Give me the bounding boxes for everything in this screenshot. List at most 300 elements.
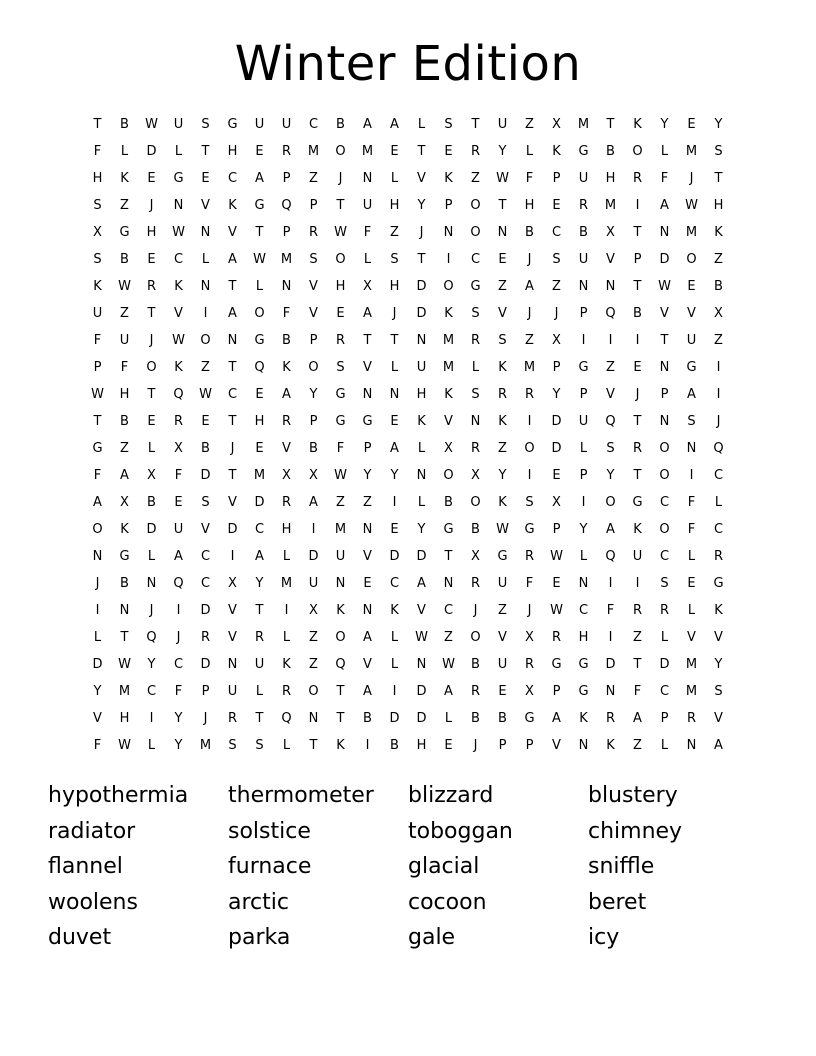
grid-letter: W: [496, 522, 509, 537]
grid-letter: N: [362, 171, 373, 186]
grid-letter: I: [365, 738, 370, 753]
grid-letter: K: [606, 738, 615, 753]
grid-letter: T: [498, 198, 507, 213]
grid-letter: L: [147, 738, 156, 753]
grid-letter: Z: [390, 225, 399, 240]
grid-letter: R: [146, 279, 157, 294]
grid-letter: S: [660, 576, 669, 591]
grid-letter: Z: [309, 630, 318, 645]
grid-letter: R: [470, 144, 481, 159]
grid-letter: T: [363, 333, 372, 348]
grid-letter: V: [228, 603, 237, 618]
grid-letter: X: [471, 549, 480, 564]
grid-letter: W: [658, 279, 671, 294]
grid-letter: D: [416, 711, 427, 726]
grid-letter: P: [579, 387, 588, 402]
grid-letter: U: [254, 657, 265, 672]
grid-letter: H: [389, 198, 400, 213]
word-list-item: radiator: [48, 818, 136, 844]
grid-letter: S: [714, 684, 723, 699]
grid-letter: N: [605, 684, 616, 699]
grid-letter: R: [632, 171, 643, 186]
grid-letter: Z: [714, 252, 723, 267]
grid-letter: A: [660, 198, 669, 213]
grid-letter: P: [309, 333, 318, 348]
grid-letter: I: [689, 468, 694, 483]
grid-letter: X: [363, 279, 372, 294]
grid-letter: D: [659, 657, 670, 672]
grid-letter: X: [174, 441, 183, 456]
grid-letter: X: [309, 468, 318, 483]
grid-letter: O: [470, 495, 481, 510]
grid-letter: A: [363, 630, 372, 645]
grid-letter: B: [120, 117, 129, 132]
grid-letter: G: [443, 522, 454, 537]
word-list-item: toboggan: [408, 818, 513, 844]
grid-letter: N: [659, 225, 670, 240]
grid-letter: G: [632, 495, 643, 510]
grid-letter: N: [416, 333, 427, 348]
grid-letter: Q: [335, 657, 346, 672]
grid-letter: Q: [605, 414, 616, 429]
grid-letter: L: [444, 711, 453, 726]
grid-letter: P: [552, 171, 561, 186]
grid-letter: L: [714, 495, 723, 510]
grid-letter: U: [362, 198, 373, 213]
grid-letter: J: [392, 306, 397, 321]
grid-letter: G: [578, 144, 589, 159]
grid-letter: M: [442, 333, 455, 348]
grid-letter: Z: [444, 630, 453, 645]
grid-letter: R: [200, 630, 211, 645]
grid-letter: G: [254, 198, 265, 213]
grid-letter: F: [174, 468, 183, 483]
grid-letter: A: [417, 576, 426, 591]
grid-letter: I: [635, 198, 640, 213]
grid-letter: D: [200, 468, 211, 483]
grid-letter: B: [282, 333, 291, 348]
grid-letter: L: [120, 144, 129, 159]
grid-letter: A: [228, 306, 237, 321]
grid-letter: N: [605, 279, 616, 294]
grid-letter: J: [635, 387, 640, 402]
grid-letter: P: [93, 360, 102, 375]
grid-letter: W: [550, 603, 563, 618]
grid-letter: D: [92, 657, 103, 672]
grid-letter: P: [552, 684, 561, 699]
grid-letter: L: [282, 738, 291, 753]
grid-letter: S: [309, 252, 318, 267]
grid-letter: I: [635, 333, 640, 348]
grid-letter: H: [389, 279, 400, 294]
grid-letter: F: [93, 468, 102, 483]
grid-letter: L: [579, 441, 588, 456]
grid-letter: F: [606, 603, 615, 618]
grid-letter: E: [444, 144, 453, 159]
grid-letter: H: [524, 198, 535, 213]
grid-letter: J: [149, 603, 154, 618]
grid-letter: N: [659, 414, 670, 429]
grid-letter: B: [120, 576, 129, 591]
grid-letter: D: [605, 657, 616, 672]
grid-letter: C: [713, 522, 724, 537]
grid-letter: Z: [120, 306, 129, 321]
word-list-item: icy: [588, 925, 620, 950]
grid-letter: O: [308, 684, 319, 699]
grid-letter: B: [336, 117, 345, 132]
grid-letter: V: [201, 198, 210, 213]
grid-letter: E: [363, 576, 372, 591]
grid-letter: I: [392, 495, 397, 510]
grid-letter: L: [417, 495, 426, 510]
grid-letter: J: [473, 738, 478, 753]
word-list-item: arctic: [228, 889, 289, 915]
grid-letter: F: [525, 576, 534, 591]
grid-letter: T: [120, 630, 129, 645]
grid-letter: F: [525, 171, 534, 186]
grid-letter: V: [93, 711, 102, 726]
grid-letter: A: [93, 495, 102, 510]
grid-letter: A: [255, 171, 264, 186]
grid-letter: Y: [255, 576, 264, 591]
grid-letter: L: [174, 144, 183, 159]
grid-letter: Q: [173, 576, 184, 591]
grid-letter: S: [390, 252, 399, 267]
grid-letter: M: [199, 738, 212, 753]
grid-letter: J: [203, 711, 208, 726]
grid-letter: O: [686, 252, 697, 267]
grid-letter: V: [363, 657, 372, 672]
grid-letter: R: [281, 684, 292, 699]
grid-letter: E: [255, 144, 264, 159]
grid-letter: U: [686, 333, 697, 348]
grid-letter: H: [92, 171, 103, 186]
grid-letter: T: [309, 738, 318, 753]
grid-letter: J: [338, 171, 343, 186]
grid-letter: R: [524, 549, 535, 564]
word-list-item: blizzard: [408, 783, 494, 808]
grid-letter: O: [659, 441, 670, 456]
grid-letter: D: [416, 684, 427, 699]
grid-letter: X: [93, 225, 102, 240]
grid-letter: T: [633, 279, 642, 294]
grid-letter: K: [498, 495, 507, 510]
grid-letter: V: [444, 414, 453, 429]
grid-letter: E: [687, 117, 696, 132]
grid-letter: K: [120, 522, 129, 537]
grid-letter: E: [201, 171, 210, 186]
grid-letter: T: [417, 144, 426, 159]
grid-letter: E: [201, 414, 210, 429]
grid-letter: E: [147, 414, 156, 429]
grid-letter: P: [282, 225, 291, 240]
grid-letter: U: [578, 171, 589, 186]
grid-letter: I: [608, 576, 613, 591]
grid-letter: D: [551, 414, 562, 429]
grid-letter: W: [334, 468, 347, 483]
grid-letter: W: [91, 387, 104, 402]
grid-letter: N: [578, 738, 589, 753]
grid-letter: R: [632, 603, 643, 618]
grid-letter: A: [525, 279, 534, 294]
grid-letter: B: [633, 306, 642, 321]
grid-letter: R: [632, 441, 643, 456]
grid-letter: N: [119, 603, 130, 618]
grid-letter: K: [444, 171, 453, 186]
grid-letter: I: [527, 468, 532, 483]
grid-letter: S: [444, 117, 453, 132]
grid-letter: M: [361, 144, 374, 159]
grid-letter: B: [120, 252, 129, 267]
grid-letter: S: [471, 387, 480, 402]
grid-letter: D: [416, 279, 427, 294]
word-list: [48, 778, 768, 956]
grid-letter: E: [174, 495, 183, 510]
grid-letter: A: [363, 684, 372, 699]
grid-letter: G: [119, 225, 130, 240]
grid-letter: Q: [281, 711, 292, 726]
grid-letter: N: [416, 657, 427, 672]
grid-letter: S: [552, 252, 561, 267]
grid-letter: E: [390, 522, 399, 537]
grid-letter: X: [444, 441, 453, 456]
grid-letter: P: [498, 738, 507, 753]
grid-letter: N: [578, 576, 589, 591]
grid-letter: G: [497, 549, 508, 564]
grid-letter: N: [362, 387, 373, 402]
grid-letter: N: [686, 441, 697, 456]
grid-letter: O: [470, 225, 481, 240]
grid-letter: S: [606, 441, 615, 456]
grid-letter: G: [524, 522, 535, 537]
grid-letter: L: [363, 252, 372, 267]
grid-letter: S: [471, 306, 480, 321]
grid-letter: R: [713, 549, 724, 564]
grid-letter: L: [282, 630, 291, 645]
grid-letter: O: [200, 333, 211, 348]
grid-letter: W: [172, 225, 185, 240]
grid-letter: P: [363, 441, 372, 456]
grid-letter: K: [282, 360, 291, 375]
grid-letter: A: [228, 252, 237, 267]
grid-letter: B: [579, 225, 588, 240]
grid-letter: O: [443, 279, 454, 294]
grid-letter: R: [605, 711, 616, 726]
grid-letter: O: [524, 441, 535, 456]
grid-letter: I: [635, 576, 640, 591]
grid-letter: K: [714, 225, 723, 240]
grid-letter: L: [147, 441, 156, 456]
grid-letter: Z: [606, 360, 615, 375]
grid-letter: W: [415, 630, 428, 645]
grid-letter: B: [147, 495, 156, 510]
grid-letter: X: [525, 684, 534, 699]
grid-letter: W: [442, 657, 455, 672]
grid-letter: E: [147, 252, 156, 267]
grid-letter: T: [147, 306, 156, 321]
grid-letter: B: [363, 711, 372, 726]
grid-letter: X: [606, 225, 615, 240]
grid-letter: N: [443, 576, 454, 591]
grid-letter: B: [525, 225, 534, 240]
grid-letter: N: [470, 414, 481, 429]
grid-letter: N: [362, 603, 373, 618]
grid-letter: Y: [417, 522, 426, 537]
grid-letter: S: [201, 117, 210, 132]
grid-letter: K: [390, 603, 399, 618]
grid-letter: Z: [498, 441, 507, 456]
grid-letter: X: [282, 468, 291, 483]
grid-letter: Z: [525, 333, 534, 348]
grid-letter: D: [416, 306, 427, 321]
grid-letter: Z: [633, 630, 642, 645]
grid-letter: D: [659, 252, 670, 267]
grid-letter: W: [172, 333, 185, 348]
grid-letter: T: [255, 711, 264, 726]
grid-letter: V: [417, 603, 426, 618]
grid-letter: N: [200, 279, 211, 294]
grid-letter: R: [686, 711, 697, 726]
grid-letter: L: [282, 549, 291, 564]
grid-letter: D: [227, 522, 238, 537]
grid-letter: T: [606, 117, 615, 132]
grid-letter: G: [551, 657, 562, 672]
grid-letter: V: [363, 360, 372, 375]
grid-letter: M: [118, 684, 131, 699]
word-list-item: hypothermia: [48, 783, 189, 808]
grid-letter: T: [228, 468, 237, 483]
grid-letter: T: [228, 360, 237, 375]
grid-letter: Y: [579, 522, 588, 537]
grid-letter: J: [554, 306, 559, 321]
grid-letter: M: [334, 522, 347, 537]
grid-letter: C: [659, 684, 670, 699]
grid-letter: X: [147, 468, 156, 483]
grid-letter: A: [255, 549, 264, 564]
grid-letter: S: [525, 495, 534, 510]
grid-letter: P: [579, 468, 588, 483]
word-list-item: parka: [228, 925, 291, 950]
grid-letter: K: [120, 171, 129, 186]
grid-letter: Y: [417, 198, 426, 213]
grid-letter: I: [716, 387, 721, 402]
grid-letter: D: [551, 441, 562, 456]
grid-letter: H: [119, 711, 130, 726]
grid-letter: F: [687, 495, 696, 510]
grid-letter: G: [119, 549, 130, 564]
grid-letter: X: [309, 603, 318, 618]
grid-letter: X: [525, 630, 534, 645]
word-list-item: glacial: [408, 854, 480, 879]
grid-letter: I: [230, 549, 235, 564]
grid-letter: M: [280, 576, 293, 591]
grid-letter: V: [309, 306, 318, 321]
grid-letter: T: [147, 387, 156, 402]
grid-letter: U: [254, 117, 265, 132]
grid-letter: Z: [498, 279, 507, 294]
grid-letter: I: [608, 630, 613, 645]
grid-letter: R: [470, 684, 481, 699]
grid-letter: Q: [713, 441, 724, 456]
grid-letter: H: [227, 144, 238, 159]
grid-letter: P: [633, 252, 642, 267]
grid-letter: J: [689, 171, 694, 186]
grid-letter: Y: [390, 468, 399, 483]
grid-letter: F: [282, 306, 291, 321]
grid-letter: Y: [714, 657, 723, 672]
grid-letter: B: [201, 441, 210, 456]
grid-letter: U: [308, 576, 319, 591]
grid-letter: S: [498, 333, 507, 348]
grid-letter: L: [471, 360, 480, 375]
grid-letter: K: [93, 279, 102, 294]
grid-letter: H: [605, 171, 616, 186]
grid-letter: U: [632, 549, 643, 564]
grid-letter: I: [203, 306, 208, 321]
grid-letter: G: [713, 576, 724, 591]
grid-letter: S: [228, 738, 237, 753]
word-list-item: duvet: [48, 925, 112, 950]
grid-letter: T: [255, 225, 264, 240]
grid-letter: N: [200, 225, 211, 240]
grid-letter: W: [685, 198, 698, 213]
grid-letter: G: [578, 657, 589, 672]
grid-letter: Q: [605, 306, 616, 321]
grid-letter: F: [363, 225, 372, 240]
grid-letter: K: [552, 144, 561, 159]
grid-letter: N: [173, 198, 184, 213]
grid-letter: H: [254, 414, 265, 429]
grid-letter: L: [525, 144, 534, 159]
grid-letter: T: [228, 414, 237, 429]
grid-letter: L: [417, 441, 426, 456]
grid-letter: Z: [525, 117, 534, 132]
grid-letter: O: [632, 144, 643, 159]
grid-letter: Y: [606, 468, 615, 483]
grid-letter: I: [149, 711, 154, 726]
grid-letter: P: [660, 711, 669, 726]
grid-letter: L: [417, 117, 426, 132]
grid-letter: M: [307, 144, 320, 159]
grid-letter: M: [577, 117, 590, 132]
grid-letter: N: [227, 657, 238, 672]
grid-letter: S: [687, 414, 696, 429]
grid-letter: H: [119, 387, 130, 402]
word-list-item: flannel: [48, 854, 123, 879]
grid-letter: E: [687, 279, 696, 294]
grid-letter: Y: [714, 117, 723, 132]
grid-letter: S: [336, 360, 345, 375]
grid-letter: S: [93, 252, 102, 267]
grid-letter: G: [335, 387, 346, 402]
grid-letter: G: [470, 279, 481, 294]
word-list-item: blustery: [588, 783, 678, 808]
grid-letter: T: [714, 171, 723, 186]
grid-letter: E: [255, 387, 264, 402]
grid-letter: J: [716, 414, 721, 429]
grid-letter: J: [527, 306, 532, 321]
grid-letter: E: [498, 252, 507, 267]
grid-letter: D: [389, 711, 400, 726]
grid-letter: L: [147, 549, 156, 564]
word-list-item: sniffle: [588, 854, 655, 879]
grid-letter: E: [552, 576, 561, 591]
grid-letter: V: [363, 549, 372, 564]
grid-letter: I: [716, 360, 721, 375]
word-list-item: gale: [408, 925, 456, 950]
grid-letter: H: [713, 198, 724, 213]
grid-letter: B: [471, 657, 480, 672]
